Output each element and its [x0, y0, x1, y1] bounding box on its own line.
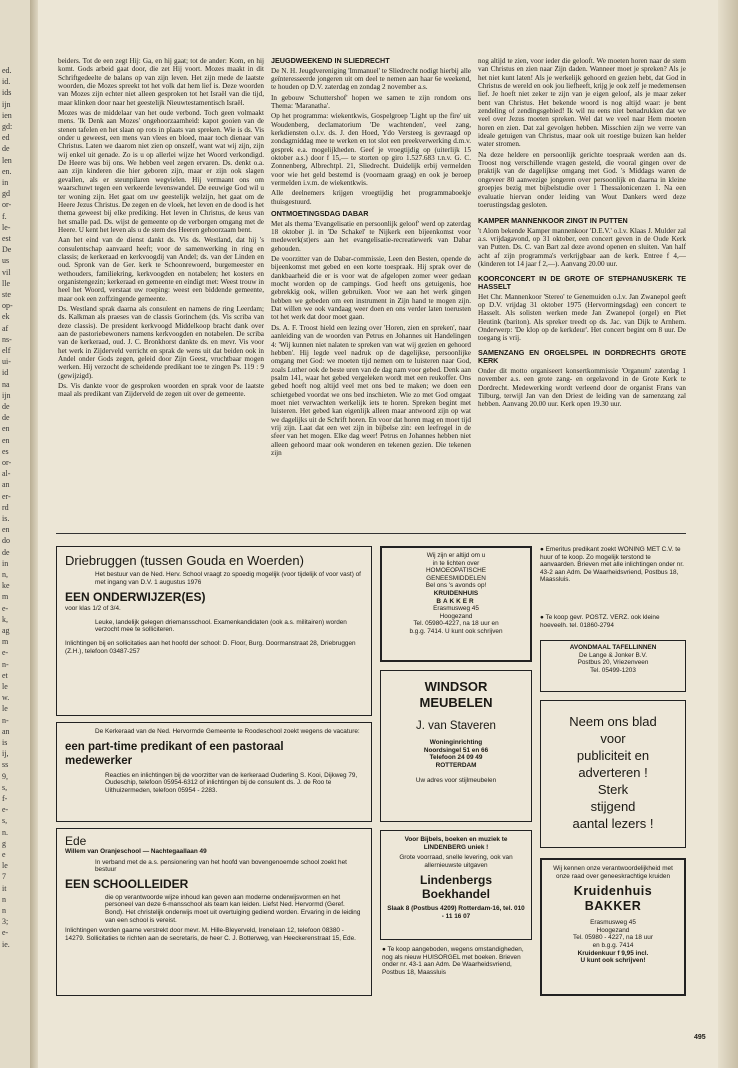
- ad-driebruggen: [56, 546, 372, 716]
- page-fragment: s,: [2, 782, 8, 792]
- page-fragment: lle: [2, 278, 10, 288]
- page-fragment: en: [2, 435, 10, 445]
- section-heading: JEUGDWEEKEND IN SLIEDRECHT: [271, 57, 390, 65]
- ad-line: Postbus 20, Vriezenveen: [577, 659, 649, 667]
- page-fragment: al-: [2, 469, 11, 479]
- ad-line: publiciteit en: [576, 748, 650, 763]
- paragraph: De N. H. Jeugdvereniging 'Immanuel' te Sliedrecht nodigt hierbij alle geïnteresseerde jongeren uit om deel te nemen aan haar 6e weekend, te houden op D.V. zaterdag en zondag 2 november a.s.: [271, 66, 471, 92]
- page-fragment: na: [2, 379, 10, 389]
- ad-sub: Grote voorraad, snelle levering, ook van allernieuwste uitgaven: [399, 854, 513, 869]
- ad-line: AVONDMAAL TAFELLINNEN: [569, 644, 657, 651]
- page-fragment: e-: [2, 928, 9, 938]
- ad-line: stijgend: [590, 799, 636, 814]
- ad-line: Tel. 05980-4227, na 18 uur en: [413, 620, 499, 628]
- page-fragment: ek: [2, 312, 10, 322]
- ad-line: Hoogezand: [439, 612, 473, 620]
- page-fragment: af: [2, 323, 9, 333]
- paragraph: Na deze heldere en persoonlijk gerichte toespraak werden aan ds. Troost nog verschillende vragen gesteld, die vooral gingen over de praktijk van de dagelijkse omgang met God. 's Middags waren de ongeveer 80 aanwezige jongeren over persoonlijk en daarna in kleine groepjes bezig met bijbelstudie over 1 Thessalonicenzen 1. Na een evaluatie hiervan onder leiding van Wout Dankers werd deze toerustingsdag gesloten.: [478, 150, 686, 209]
- ad-text: Te koop aangeboden, wegens omstandigheden, nog als nieuw HUISORGEL met boeken. Brieven onder nr. 43-1 aan Adm. De Waarheidsvriend, Postbus 18, Maassluis: [382, 946, 524, 976]
- section-heading: KOORCONCERT IN DE GROTE OF STEPHANUSKERK TE HASSELT: [478, 273, 686, 292]
- ad-details: Leuke, landelijk gelegen driemansschool. Examenkandidaten (ook a.s. militairen) worden verzocht mee te solliciteren.: [95, 618, 347, 634]
- page-fragment: is: [2, 738, 8, 747]
- page-fragment: e-: [2, 805, 9, 815]
- ad-publiciteit: [540, 700, 686, 848]
- ad-kruidenhuis: [540, 858, 686, 996]
- section-heading: KAMPER MANNENKOOR ZINGT IN PUTTEN: [478, 216, 628, 226]
- ad-line: Woninginrichting: [429, 739, 483, 746]
- column-rule: [56, 533, 686, 534]
- page-fragment: gd: [2, 189, 10, 199]
- page-fragment: w.: [2, 693, 10, 703]
- ad-details: die op verantwoorde wijze inhoud kan geven aan moderne onderwijsvormen en het personeel van deze 6-mansschool als team kan leiden. Liefst Ned. Hervormd (Geref. Bond). Het christelijk onderwijs moet uit overtuiging gediend worden. Ervaring in de leiding van een school is vereist.: [105, 893, 361, 924]
- ad-line: GENEESMIDDELEN: [426, 574, 486, 582]
- page-fragment: s,: [2, 816, 8, 826]
- page-fragment: n-: [2, 659, 9, 669]
- bullet-icon: ●: [382, 946, 388, 953]
- middle-column: [271, 57, 471, 527]
- ad-place: Driebruggen (tussen Gouda en Woerden): [65, 553, 304, 568]
- ad-ede: [56, 828, 372, 996]
- ad-position: een part-time predikant of een pastoraal medewerker: [65, 740, 284, 767]
- binding-gutter: [30, 0, 38, 1068]
- page-fragment: len: [2, 155, 12, 165]
- page-fragment: id: [2, 368, 9, 378]
- ad-name: WINDSOR MEUBELEN: [419, 679, 493, 710]
- paragraph: Aan het eind van de dienst dankt ds. Vis ds. Westland, dat hij 's consulentschap aanvaard heeft; voor de samenwerking in ring en classis; de kerkeraad en kerkvoogdij van Andel; ds. van der Linden en oud. Spronk van de Ger. kerk te Schoonrewoerd, burgemeester en wethouders, familiekring, kerkvoogden en notabelen; het kosters en organistengezin; kerkeraad en gemeente en eindigt met: Weest trouw in heel het Woord, verstaat uw roeping: weest een biddende gemeente, maar ook een zoffzingende gemeente.: [58, 236, 264, 303]
- ad-line: adverteren !: [578, 765, 648, 780]
- ad-line: Telefoon 24 09 49: [429, 754, 483, 762]
- page-fragment: n.: [2, 827, 8, 837]
- page-fragment: gd:: [2, 122, 13, 131]
- paragraph: beiders. Tot de een zegt Hij: Ga, en hij gaat; tot de ander: Kom, en hij komt. Gods arbeid gaat door, die zet Hij voort. Mozes maakt in dit Schriftgedeelte de balans op van zijn leven. Het zijn mede de laatste woorden, die Mozes spreekt tot het volk dat hem lief is. Deze woorden van Mozes zijn echter niet alleen gesproken tot het Israël van die tijd, maar klinken door naar het geestelijk Nieuwtestamentisch Israël.: [58, 57, 264, 107]
- ad-line: voor: [600, 731, 626, 746]
- page-fragment: ids: [2, 88, 12, 98]
- ad-line: en b.g.g. 7414: [592, 941, 634, 949]
- ad-line: Sterk: [597, 782, 629, 797]
- ad-huisorgel: [382, 946, 530, 1002]
- page-fragment: or-: [2, 458, 12, 467]
- page-fragment: e-: [2, 648, 9, 658]
- ad-line: U kunt ook schrijven!: [580, 957, 646, 965]
- ad-line: aantal lezers !: [572, 816, 654, 831]
- ad-tafellinnen: [540, 640, 686, 692]
- ad-line: Hoogezand: [596, 926, 630, 934]
- paragraph: Mozes was de middelaar van het oude verbond. Toch geen volmaakt mens. 'Ik Denk aan Mozes' ongehoorzaamheid: kapot gooien van de stenen tafelen en het slaan op rots in plaats van spreken. Wie is ds. Vis onder u geweest, een mens van vlees en bloed, maar toch dienaar van Christus. Laten we daarom niet zien op onszelf, want wat wij zijn, zijn wij enkel uit genade. Zo is u op allerlei wijze het Woord verkondigd. De Heere was bij ons. We hebben veel zegen ervaren. Ds. denkt o.a. aan zijn kinderen die hier geboren zijn, maar er zijn ook slagen gevallen, als er steunpilaren wegvielen. Hij vermaant ons om waarschuwt tegen een verkeerde levenswandel. De eeuwige God wil u ter woning zijn. Het gaat om uw geestelijk welzijn, het gaat om de Heere Jezus Christus. De zegen en de vloek, het leven en de dood is het thema geweest bij elke prediking. Het leven in Christus, de keus van het smalle pad. Ds. wijst de gemeente op de verborgen omgang met de Heere. U kent het leven als u de stem des Heeren gehoorzaam bent.: [58, 109, 264, 234]
- ad-place: Ede: [65, 834, 87, 848]
- ad-class: voor klas 1/2 of 3/4.: [65, 605, 121, 613]
- page-fragment: ke: [2, 581, 10, 591]
- ad-predikant: [56, 722, 372, 822]
- paragraph: Alle deelnemers krijgen vroegtijdig het programmaboekje thuisgestuurd.: [271, 189, 471, 206]
- page-fragment: ste: [2, 290, 11, 299]
- ad-address: Slaak 8 (Postbus 4209) Rotterdam-16, tel. 010 - 11 16 07: [387, 905, 525, 920]
- page-fragment: f.: [2, 211, 7, 221]
- right-column: [478, 57, 686, 527]
- page-fragment: elf: [2, 346, 11, 355]
- left-column: [58, 57, 264, 527]
- page-fragment: id.: [2, 77, 11, 87]
- page-fragment: rd: [2, 502, 9, 512]
- page-fragment: ag: [2, 626, 10, 635]
- page-fragment: de: [2, 144, 10, 154]
- page-fragment: le-: [2, 222, 11, 232]
- ad-line: Tel. 05499-1203: [590, 666, 636, 674]
- ad-text: Emeritus predikant zoekt WONING MET C.V. te huur of te koop. Zo mogelijk terstond te aanvaarden. Brieven met alle inlichtingen onder nr. 43-2 aan Adm. De Waarheidsvriend, Postbus 18, Maassluis.: [540, 546, 684, 584]
- page-fragment: 7: [2, 872, 6, 882]
- page-fragment: n: [2, 894, 6, 904]
- ad-woning: [540, 546, 686, 608]
- page-fragment: n-: [2, 715, 9, 725]
- ad-footer: Uw adres voor stijlmeubelen: [415, 777, 497, 785]
- page-right-edge: [718, 0, 738, 1068]
- paragraph: Ds. Westland sprak daarna als consulent en namens de ring Leerdam; ds. Kalkman als praeses van de classis Gorinchem (ds. Vis scriba van deze classis). De president kerkvoogd Middelkoop bracht dank over aan de pastoriebewoners namens kerkvoogden en notabelen. De scriba van de kerkeraad, oud. J. C. Bronkhorst dankte ds. en mevr. Vis voor het werk in Zijderveld verricht en sprak de wens uit dat beiden ook in Andel onder Gods zegen, geleid door Zijn Geest, vruchtbaar mogen werken. Hij verzocht de scheidende predikant toe te zingen Ps. 119 : 9 (gewijzigd).: [58, 304, 264, 380]
- page-fragment: n: [2, 906, 6, 915]
- page-fragment: us: [2, 256, 10, 266]
- ad-line: BAKKER: [436, 597, 476, 605]
- page-fragment: ui-: [2, 357, 11, 367]
- ad-line: ROTTERDAM: [435, 761, 477, 769]
- page-fragment: it: [2, 883, 7, 893]
- page-fragment: do: [2, 536, 10, 546]
- page-fragment: en: [2, 424, 10, 434]
- bullet-icon: ●: [540, 546, 546, 553]
- ad-lindenbergs: [380, 830, 532, 940]
- page-fragment: de: [2, 547, 10, 557]
- paragraph: Onder dit motto organiseert konsertkommissie 'Organum' zaterdag 1 november a.s. een grote zang- en orgelavond in de Grote Kerk te Dordrecht. Medewerking wordt verleend door de organist Frans van Tilburg, terwijl Jan van den Driest de leiding van de samenzang zal hebben. Aanvang 20.00 uur. Kerk open 19.30 uur.: [478, 366, 686, 409]
- ad-postzegel: [540, 614, 686, 632]
- paragraph: Op het programma: wiekentkwis, Gospelgroep 'Light up the fire' uit Woudenberg, declamatorium 'De wachtenden', veel zang, kerkdiensten o.l.v. ds. J. den Hoed, Ydo Versteeg is gevraagd op zondagmiddag mee te werken en tot slot een preekverwerking d.m.v. gesprek e.a. mogelijkheden. Geef je vroegtijdig op (uiterlijk 15 oktober a.s.) door f 15,— te storten op giro 1.527.683 t.n.v. G. C. Zonnenberg, Albrechtpl. 21, Sliedrecht. Duidelijk erbij vermelden voor wie het geld bestemd is (voornaam graag) en ook je beroep vermelden i.v.m. de wiekentkwis.: [271, 112, 471, 188]
- paragraph: De voorzitter van de Dabar-commissie, Leen den Besten, opende de bijeenkomst met gebed en een korte toespraak. Hij sprak over de dankbaarheid die er is voor wat de afgelopen zomer weer gedaan mocht worden op de campings. God heeft ons getuigenis, hoe gebrekkig ook, willen gebruiken. Voor we aan het werk gingen hebben we gebeden om een instrument in Zijn hand te mogen zijn. Dat willen we ook vandaag weer doen en ons verder laten toerusten tot het werk dat door moet gaan.: [271, 255, 471, 322]
- previous-page-edge: [0, 0, 31, 1068]
- page-fragment: le: [2, 682, 8, 691]
- ad-line: Erasmusweg 45: [433, 605, 479, 613]
- ad-name: Lindenbergs Boekhandel: [419, 873, 492, 902]
- page-fragment: f-: [2, 794, 8, 803]
- page-fragment: ss: [2, 760, 9, 770]
- paragraph: In gebouw 'Schuttershof' hopen we samen te zijn rondom ons Thema: 'Maranatha'.: [271, 93, 471, 110]
- page-fragment: es: [2, 446, 9, 456]
- ad-school: Willem van Oranjeschool — Nachtegaallaan 49: [65, 848, 207, 855]
- paragraph: 't Alom bekende Kamper mannenkoor 'D.E.V.' o.l.v. Klaas J. Mulder zal a.s. vrijdagavond, op 31 oktober, een concert geven in de Oude Kerk van Putten. Ds. C. van Bart zal deze avond openen en sluiten. Van half acht af zijn programma's verkrijgbaar aan de kerk. Entree f 4,— (kinderen tot 14 jaar f 2,—). Aanvang 20.00 uur.: [478, 226, 686, 269]
- ad-owner: J. van Staveren: [416, 720, 496, 732]
- page-fragment: vil: [2, 267, 11, 277]
- page-fragment: De: [2, 245, 12, 255]
- page-fragment: ien: [2, 110, 12, 120]
- paragraph: Het Chr. Mannenkoor 'Stereo' te Genemuiden o.l.v. Jan Zwanepol geeft op D.V. vrijdag 31 oktober 1975 (Hervormingsdag) een concert te Hasselt. Als solisten werken mede Jan Zwanepol (orgel) en Piet Heutink (bariton). Als spreker treedt op ds. Jac. van Dijk te Arnhem. Onderwerp: 'De klop op de kerkdeur'. Het concert begint om 8 uur. De toegang is vrij.: [478, 292, 686, 343]
- page-fragment: de: [2, 402, 10, 411]
- ad-line: Erasmusweg 45: [590, 919, 636, 927]
- page-fragment: an: [2, 726, 10, 736]
- ad-contact: Inlichtingen worden gaarne verstrekt door mevr. M. Hille-Bleyerveld, Irenelaan 12, telefoon 08380 - 14279. Sollicitaties te richten aan de secretaris, de heer C. J. Botterweg, van Heeckerenstraat 15, Ede.: [65, 927, 356, 942]
- section-heading: SAMENZANG EN ORGELSPEL IN DORDRECHTS GROTE KERK: [478, 347, 686, 366]
- ad-line: b.g.g. 7414. U kunt ook schrijven: [409, 627, 503, 635]
- page-fragment: ij,: [2, 749, 9, 759]
- page-fragment: est: [2, 234, 11, 243]
- page-fragment: or-: [2, 200, 12, 210]
- page-fragment: op-: [2, 301, 13, 311]
- ad-text: Te koop gevr. POSTZ. VERZ. ook kleine hoeveelh. tel. 01860-2794: [540, 614, 660, 629]
- page-fragment: in: [2, 558, 9, 568]
- paragraph: nog altijd te zien, voor ieder die gelooft. We moeten horen naar de stem van Christus en zien naar Zijn daden. Wanneer moet je spreken? Als je het niet kunt laten! Als je werkelijk gehoord en gezien hebt, dat God in Christus de wereld en ook jou liefheeft, krijg je ook zelf je medemensen lief. Je hoeft niet zeker te zijn van je eigen geloof, als je maar zeker bent van Christus. Het bekende woord is nog altijd waar: je bent zendeling of zendingsgebied! Ik wil nu eens niet benadrukken dat we veel over Jezus moeten spreken. Wel dat we veel naar Hem moeten horen en zien. Dat zal gevolgen hebben. Misschien zijn we verre van ideale getuigen van Christus, maar ook uit roestige buizen kan helder water stromen.: [478, 57, 686, 149]
- page-fragment: k,: [2, 614, 8, 624]
- paragraph: Met als thema 'Evangelisatie en persoonlijk geloof' werd op zaterdag 18 oktober jl. in 'De Schakel' te Nijkerk een bijeenkomst voor medewerk(st)ers aan het evangelisatie-recreatiewerk van Dabar gehouden.: [271, 219, 471, 253]
- page-fragment: m: [2, 637, 9, 647]
- page-fragment: 3;: [2, 917, 9, 927]
- page-fragment: e-: [2, 603, 9, 613]
- section-heading: ONTMOETINGSDAG DABAR: [271, 209, 369, 219]
- page-fragment: g: [2, 838, 6, 848]
- page-fragment: is.: [2, 514, 10, 523]
- ad-intro: Voor Bijbels, boeken en muziek te LINDENBERG uniek !: [404, 836, 508, 851]
- page-fragment: le: [2, 861, 8, 871]
- ad-line: HOMOEOPATISCHE: [425, 567, 487, 575]
- ad-position: EEN SCHOOLLEIDER: [65, 876, 189, 891]
- page-fragment: ijn: [2, 390, 11, 400]
- page-fragment: le: [2, 704, 8, 714]
- ad-line: Tel. 05980 - 4227, na 18 uur: [573, 934, 653, 942]
- page-fragment: de: [2, 413, 10, 423]
- ad-line: Neem ons blad: [569, 714, 657, 729]
- paragraph: Ds. Vis dankte voor de gesproken woorden en sprak voor de laatste maal als predikant van Zijderveld de zegen uit over de gemeente.: [58, 382, 264, 399]
- ad-line: Wij zijn er altijd om u: [426, 552, 486, 559]
- page-fragment: e: [2, 850, 6, 859]
- page-number: 495: [694, 1034, 706, 1041]
- page-fragment: et: [2, 670, 8, 680]
- ad-line: in te lichten over: [432, 559, 480, 567]
- bullet-icon: ●: [540, 614, 546, 621]
- ad-line: Noordsingel 51 en 66: [423, 746, 489, 754]
- ad-windsor: [380, 670, 532, 822]
- page-fragment: ns-: [2, 334, 12, 344]
- page-fragment: in: [2, 178, 9, 187]
- ad-name: Kruidenhuis BAKKER: [573, 884, 653, 914]
- ad-intro: De Kerkeraad van de Ned. Hervormde Gemeente te Roodeschool zoekt wegens de vacature:: [95, 728, 360, 735]
- ad-line: KRUIDENHUIS: [433, 589, 479, 597]
- page-fragment: en.: [2, 166, 12, 176]
- ad-intro: Het bestuur van de Ned. Herv. School vraagt zo spoedig mogelijk (voor tijdelijk of voor vast) of met ingang van D.V. 1 augustus 1976: [95, 571, 361, 586]
- page-fragment: ed: [2, 133, 10, 143]
- page-fragment: ed.: [2, 66, 12, 75]
- page-fragment: an: [2, 480, 10, 490]
- ad-contact: Inlichtingen bij en sollicitaties aan het hoofd der school: D. Floor, Burg. Doormanstraat 28, Driebruggen (Z.H.), telefoon 03487-257: [65, 639, 356, 655]
- page-fragment: 9,: [2, 771, 8, 781]
- ad-contact: Reacties en inlichtingen bij de voorzitter van de kerkeraad Ouderling S. Kooi, Dijkweg 79, Oudeschip, telefoon 05954-6312 of inlichtingen bij de consulent ds. J. de Roo te Uithuizermeden, telefoon 05954 - 2283.: [105, 771, 358, 794]
- paragraph: Ds. A. F. Troost hield een lezing over 'Horen, zien en spreken', naar aanleiding van de woorden van Petrus en Johannes uit Handelingen 4: 'Wij kunnen niet nalaten te spreken van wat wij gezien en gehoord hebben'. Hij legde veel nadruk op de dagelijkse, persoonlijke omgang met God: we moeten tijd nemen om te luisteren naar God, zoals Luther ook de beste uren van de dag nam voor gebed. Denk aan psalm 141, waar het gebed vergeleken wordt met een reukoffer. Ons gebed hoeft nog altijd veel met ons bed te maken; we doen een schietgebed voordat we ons bed inschieten. Wie zo met God omgaat moet niet verwachten werkelijk iets te horen. Spreken begint met luisteren. Het gebed kan eigenlijk alleen maar antwoord zijn op wat we dagelijks uit de Schrift horen. En voor dat horen mag en moet tijd vrij zijn. Laat dat een wet zijn in bijbelse zin: een leefregel in de sfeer van het mogen. Elke dag weer! Petrus en Johannes hebben niet alleen gehoord maar ook wonderen en tekenen gezien. Die tekenen zijn: [271, 323, 471, 457]
- ad-position: EEN ONDERWIJZER(ES): [65, 590, 206, 605]
- page-fragment: ie.: [2, 939, 10, 949]
- page-fragment: m: [2, 592, 9, 602]
- ad-homeopathie: [380, 546, 532, 662]
- page-fragment: ijn: [2, 99, 11, 109]
- ad-intro: Wij kennen onze verantwoordelijkheid met onze raad over geneeskrachtige kruiden: [553, 865, 673, 880]
- ad-line: De Lange & Jonker B.V.: [579, 651, 647, 659]
- ad-line: Kruidenkuur f 9,95 incl.: [577, 949, 649, 957]
- page-fragment: er-: [2, 491, 11, 501]
- page-fragment: en: [2, 525, 10, 535]
- ad-line: Bel ons 's avonds op!: [425, 582, 487, 590]
- ad-intro: In verband met de a.s. pensionering van het hoofd van bovengenoemde school zoekt het bestuur: [95, 858, 347, 874]
- page-fragment: n,: [2, 570, 8, 579]
